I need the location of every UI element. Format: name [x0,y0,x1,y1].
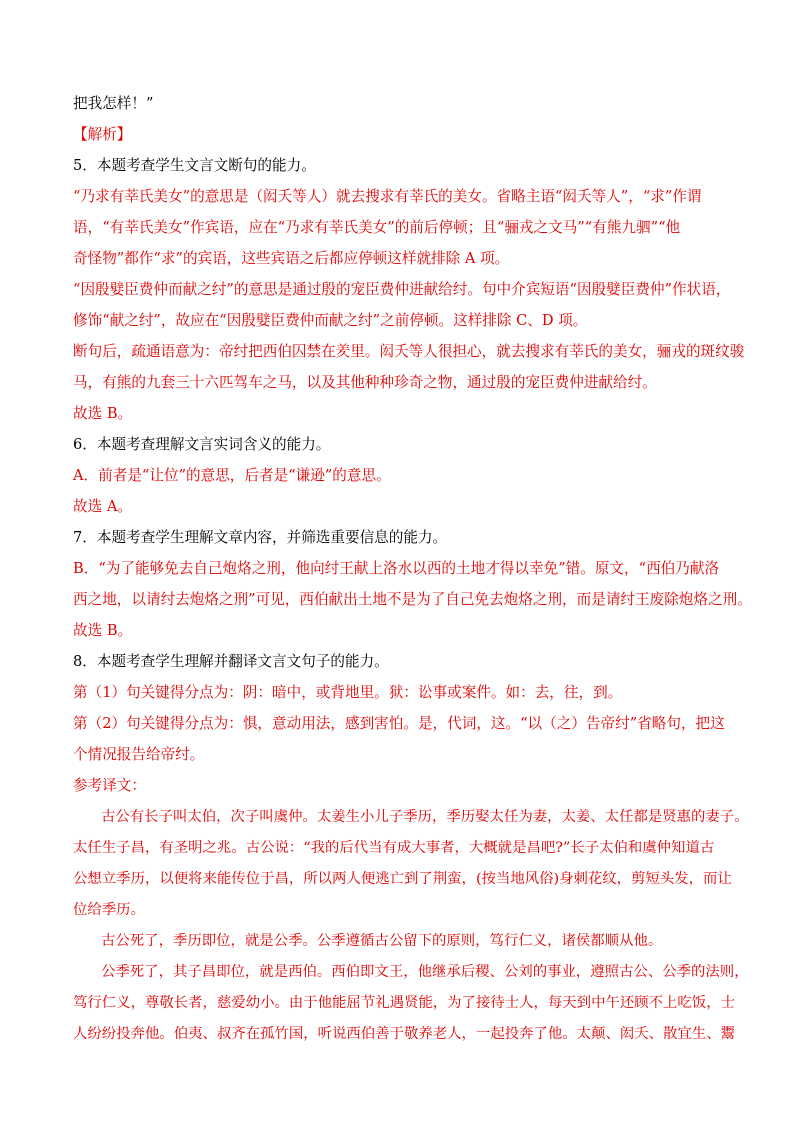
text-line: “乃求有莘氏美女”的意思是（闳夭等人）就去搜求有莘氏的美女。省略主语“闳夭等人”，“求”作谓 [73,188,702,205]
text-line: 第（1）句关键得分点为：阴：暗中，或背地里。狱：讼事或案件。如：去，往，到。 [73,684,623,701]
text-line: A．前者是“让位”的意思，后者是“谦逊”的意思。 [73,467,391,484]
text-line: B．“为了能够免去自己炮烙之刑，他向纣王献上洛水以西的土地才得以幸免”错。原文，“西伯乃献洛 [73,560,720,577]
reference-translation-label: 参考译文： [73,777,146,794]
translation-line: 古公死了，季历即位，就是公季。公季遵循古公留下的原则，笃行仁义，诸侯都顺从他。 [101,933,663,949]
question-5-heading: 5．本题考查学生文言文断句的能力。 [73,157,316,174]
translation-line: 公想立季历，以便将来能传位于昌，所以两人便逃亡到了荆蛮，(按当地风俗)身刺花纹，剪短头发，而让 [73,871,732,887]
question-6-heading: 6．本题考查理解文言实词含义的能力。 [73,436,331,453]
answer-line: 故选 B。 [73,405,133,422]
text-line: 把我怎样！” [73,95,154,112]
translation-line: 太任生子昌，有圣明之兆。古公说：“我的后代当有成大事者，大概就是昌吧?”长子太伯和虞仲知道古 [73,840,715,856]
translation-line: 笃行仁义，尊敬长者，慈爱幼小。由于他能屈节礼遇贤能，为了接待士人，每天到中午还顾不上吃饭，士 [73,995,735,1011]
analysis-heading: 【解析】 [73,126,132,143]
translation-line: 古公有长子叫太伯，次子叫虞仲。太姜生小儿子季历，季历娶太任为妻，太姜、太任都是贤惠的妻子。 [101,809,749,825]
text-line: “因殷嬖臣费仲而献之纣”的意思是通过殷的宠臣费仲进献给纣。句中介宾短语“因殷嬖臣费仲”作状语， [73,281,731,298]
text-line: 西之地，以请纣去炮烙之刑”可见，西伯献出土地不是为了自己免去炮烙之刑，而是请纣王废除炮烙之刑。 [73,591,752,608]
text-line: 断句后，疏通语意为：帝纣把西伯囚禁在羑里。闳夭等人很担心，就去搜求有莘氏的美女，骊戎的斑纹骏 [73,343,745,360]
question-7-heading: 7．本题考查学生理解文章内容，并筛选重要信息的能力。 [73,529,448,546]
text-line: 马，有熊的九套三十六匹驾车之马，以及其他种种珍奇之物，通过殷的宠臣费仲进献给纣。 [73,374,657,391]
text-line: 修饰“献之纣”，故应在“因殷嬖臣费仲而献之纣”之前停顿。这样排除 C、D 项。 [73,312,588,329]
answer-line: 故选 B。 [73,622,133,639]
question-8-heading: 8．本题考查学生理解并翻译文言文句子的能力。 [73,653,389,670]
text-line: 奇怪物”都作“求”的宾语，这些宾语之后都应停顿这样就排除 A 项。 [73,250,510,267]
text-line: 语，“有莘氏美女”作宾语，应在“乃求有莘氏美女”的前后停顿；且“骊戎之文马”“有熊九驷”“他 [73,219,681,236]
text-line: 个情况报告给帝纣。 [73,746,205,763]
text-line: 第（2）句关键得分点为：惧，意动用法，感到害怕。是，代词，这。“以（之）告帝纣”省略句，把这 [73,715,725,732]
translation-line: 位给季历。 [73,902,145,918]
translation-line: 人纷纷投奔他。伯夷、叔齐在孤竹国，听说西伯善于敬养老人，一起投奔了他。太颠、闳夭、散宜生、鬻 [73,1026,735,1042]
answer-line: 故选 A。 [73,498,132,515]
translation-line: 公季死了，其子昌即位，就是西伯。西伯即文王，他继承后稷、公刘的事业，遵照古公、公季的法则， [101,964,749,980]
